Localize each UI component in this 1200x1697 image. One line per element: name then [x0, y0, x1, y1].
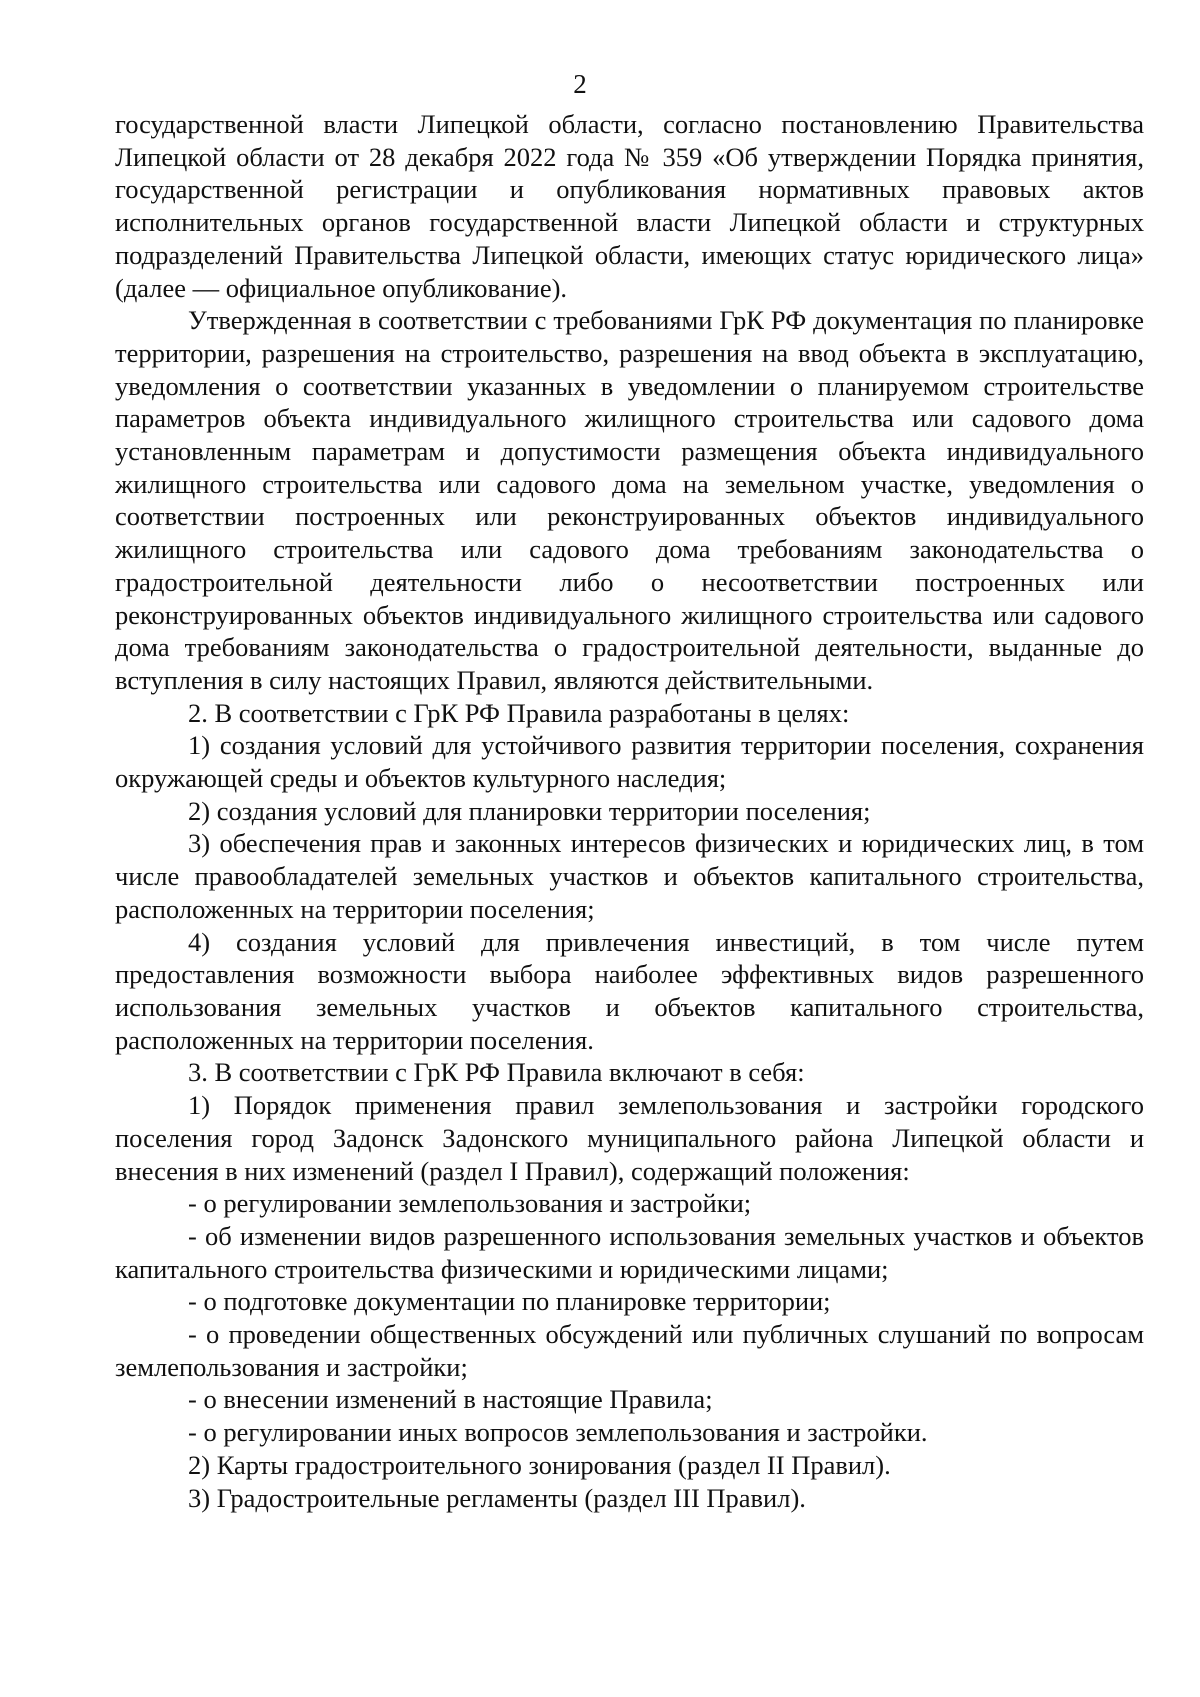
clause-3-item-2: 2) Карты градостроительного зонирования (раздел II Правил).: [188, 1449, 891, 1480]
list-item: - о регулировании землепользования и застройки;: [188, 1188, 752, 1219]
document-body: [115, 108, 1144, 1514]
paragraph-validity-clause: Утвержденная в соответствии с требованиями ГрК РФ документация по планировке территории, разрешения на строительство, разрешения на ввод объекта в эксплуатацию, уведомления о соответствии указанных в уведомлении о планируемом строительстве параметров объекта индивидуального жилищного строительства или садового дома установленным параметрам и допустимости размещения объекта индивидуального жилищного строительства или садового дома на земельном участке, уведомления о соответствии построенных или реконструированных объектов индивидуального жилищного строительства или садового дома требованиям законодательства о градостроительной деятельности либо о несоответствии построенных или реконструированных объектов индивидуального жилищного строительства или садового дома требованиям законодательства о градостроительной деятельности, выданные до вступления в силу настоящих Правил, являются действительными.: [115, 305, 1144, 695]
paragraph-continuation: государственной власти Липецкой области, согласно постановлению Правительства Липецкой области от 28 декабря 2022 года № 359 «Об утверждении Порядка принятия, государственной регистрации и опубликования нормативных правовых актов исполнительных органов государственной власти Липецкой области и структурных подразделений Правительства Липецкой области, имеющих статус юридического лица» (далее — официальное опубликование).: [115, 109, 1144, 303]
list-item: - о внесении изменений в настоящие Правила;: [188, 1384, 713, 1415]
clause-3-item-1: 1) Порядок применения правил землепользования и застройки городского поселения город Задонск Задонского муниципального района Липецкой области и внесения в них изменений (раздел I Правил), содержащий положения:: [115, 1090, 1144, 1186]
clause-2-item-4: 4) создания условий для привлечения инвестиций, в том числе путем предоставления возможности выбора наиболее эффективных видов разрешенного использования земельных участков и объектов капитального строительства, расположенных на территории поселения.: [115, 926, 1144, 1055]
list-item: - о подготовке документации по планировке территории;: [188, 1286, 831, 1317]
clause-2-item-2: 2) создания условий для планировки территории поселения;: [188, 795, 871, 826]
list-item: - о проведении общественных обсуждений или публичных слушаний по вопросам землепользования и застройки;: [115, 1319, 1144, 1382]
page-number: 2: [573, 69, 587, 99]
clause-2-item-3: 3) обеспечения прав и законных интересов физических и юридических лиц, в том числе правообладателей земельных участков и объектов капитального строительства, расположенных на территории поселения;: [115, 828, 1144, 924]
clause-2-heading: 2. В соответствии с ГрК РФ Правила разработаны в целях:: [188, 697, 850, 728]
list-item: - о регулировании иных вопросов землепользования и застройки.: [188, 1417, 928, 1448]
clause-2-item-1: 1) создания условий для устойчивого развития территории поселения, сохранения окружающей среды и объектов культурного наследия;: [115, 730, 1144, 794]
list-item: - об изменении видов разрешенного использования земельных участков и объектов капитального строительства физическими и юридическими лицами;: [115, 1220, 1144, 1284]
clause-3-heading: 3. В соответствии с ГрК РФ Правила включают в себя:: [188, 1057, 805, 1088]
clause-3-item-3: 3) Градостроительные регламенты (раздел III Правил).: [188, 1482, 806, 1513]
